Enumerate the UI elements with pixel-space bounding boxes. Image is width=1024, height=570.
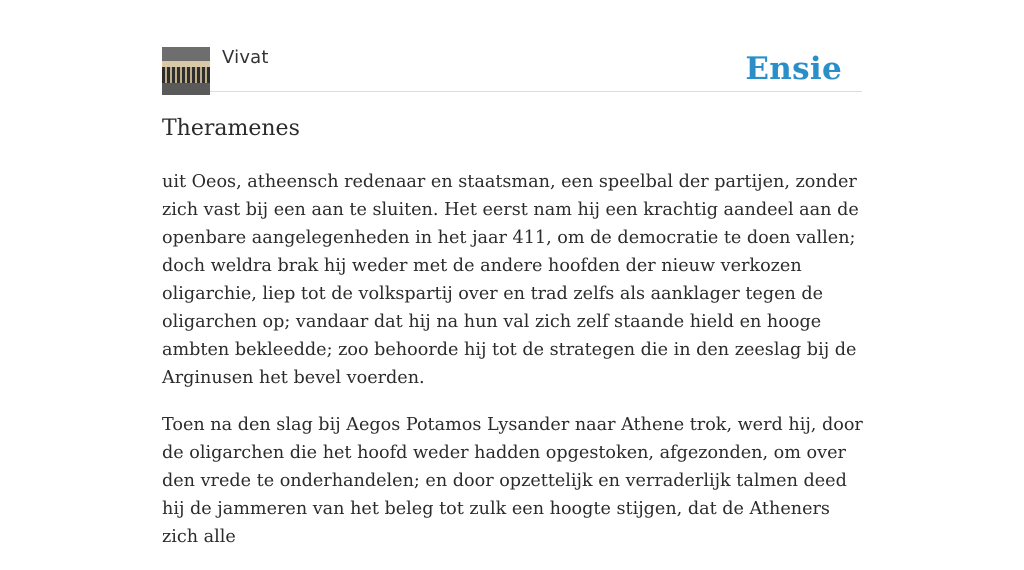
article-paragraph-1: uit Oeos, atheensch redenaar en staatsman, een speelbal der partijen, zonder zich vast bij een aan te sluiten. Het eerst nam hij een krachtig aandeel aan de openbare aangelegenheden in het jaar 411, om de democratie te doen vallen; doch weldra brak hij weder met de andere hoofden der nieuw verkozen oligarchie, liep tot de volkspartij over en trad zelfs als aanklager tegen de oligarchen op; vandaar dat hij na hun val zich zelf staande hield en hooge ambten bekleedde; zoo behoorde hij tot de strategen die in den zeeslag bij de Arginusen het bevel voerden. bbox=[162, 172, 859, 388]
article-paragraph-2: Toen na den slag bij Aegos Potamos Lysander naar Athene trok, werd hij, door de oligarchen die het hoofd weder hadden opgestoken, afgezonden, om over den vrede te onderhandelen; en door opzettelijk en verraderlijk talmen deed hij de jammeren van het beleg tot zulk een hoogte stijgen, dat de Atheners zich alle bbox=[162, 415, 863, 547]
author-avatar[interactable] bbox=[162, 47, 210, 95]
article-title: Theramenes bbox=[162, 116, 300, 141]
page-header bbox=[162, 47, 862, 92]
ensie-logo[interactable]: Ensie bbox=[745, 51, 842, 87]
book-spines-icon bbox=[162, 47, 210, 95]
author-name[interactable]: Vivat bbox=[222, 47, 269, 68]
article-body bbox=[162, 168, 868, 570]
